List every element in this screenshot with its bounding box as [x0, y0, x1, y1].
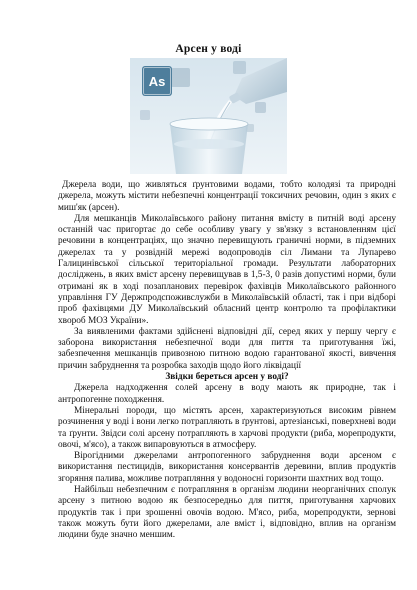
- water-glass-photo: [130, 58, 287, 174]
- section-heading: Звідки береться арсен у воді?: [165, 372, 289, 383]
- paragraph-mykolaiv: Для мешканців Миколаївського району питання вмісту в питній воді арсену останній час пригортає до себе особливу увагу у зв'язку з встановленням цієї речовини в концентраціях, що значно перевищують граничні норми, в підземних джерелах та у розвідній мережі водопроводів сіл Лимани та Лупарево Галицинівської сільської територіальної громади. Результати лабораторних досліджень, в яких вміст арсену перевищував в 1,5-3, 0 разів допустимі норми, були отримані як в ході позапланових перевірок фахівців Миколаївського районного управління ГУ Держпродспоживслужби в Миколаївській області, так і при відборі проб фахівцями ДУ Миколаївський обласний центр контролю та профілактики хвороб МОЗ України».: [58, 213, 396, 326]
- element-symbol: As: [148, 74, 166, 89]
- paragraph-danger: Найбільш небезпечним є потрапляння в організм людини неорганічних сполук арсену з питною водою як безпосередньо для пиття, приготування харчових продуктів так і при зрошенні овочів водою. М'ясо, риба, морепродукти, зернові також можуть бути його джерелами, але вміст і, відповідно, вплив на організм людини буде значно меншим.: [58, 485, 396, 541]
- paragraph-measures: За виявленими фактами здійснені відповідні дії, серед яких у першу чергу є заборона використання небезпечної води для пиття та приготування їжі, забезпечення мешканців привозною питною водою гарантованої якості, вивчення причин забруднення та розробка заходів щодо його ліквідації: [58, 326, 396, 371]
- paragraph-minerals: Мінеральні породи, що містять арсен, характеризуються високим рівнем розчинення у воді і вони легко потрапляють в ґрунтові, артезіанські, поверхневі води та ґрунти. Звідси солі арсену потрапляють в харчові продукти (риба, морепродукти, овочі, м'ясо), а також випаровуються в атмосферу.: [58, 405, 396, 450]
- page-title: Арсен у воді: [175, 43, 242, 55]
- arsenic-symbol-tile: [142, 66, 172, 96]
- paragraph-anthropogenic: Вірогідними джерелами антропогенного забруднення води арсеном є використання пестицидів, використання консервантів деревини, вплив продуктів згоряння палива, можливе потрапляння у водоносні горизонти шахтних вод тощо.: [58, 451, 396, 484]
- paragraph-intro: Джерела води, що живляться ґрунтовими водами, тобто колодязі та природні джерела, можуть містити небезпечні концентрації токсичних речовин, один з яких є миш'як (арсен).: [58, 180, 396, 213]
- article-body: [58, 180, 396, 542]
- paragraph-sources: Джерела надходження солей арсену в воду мають як природне, так і антропогенне походження.: [58, 383, 396, 405]
